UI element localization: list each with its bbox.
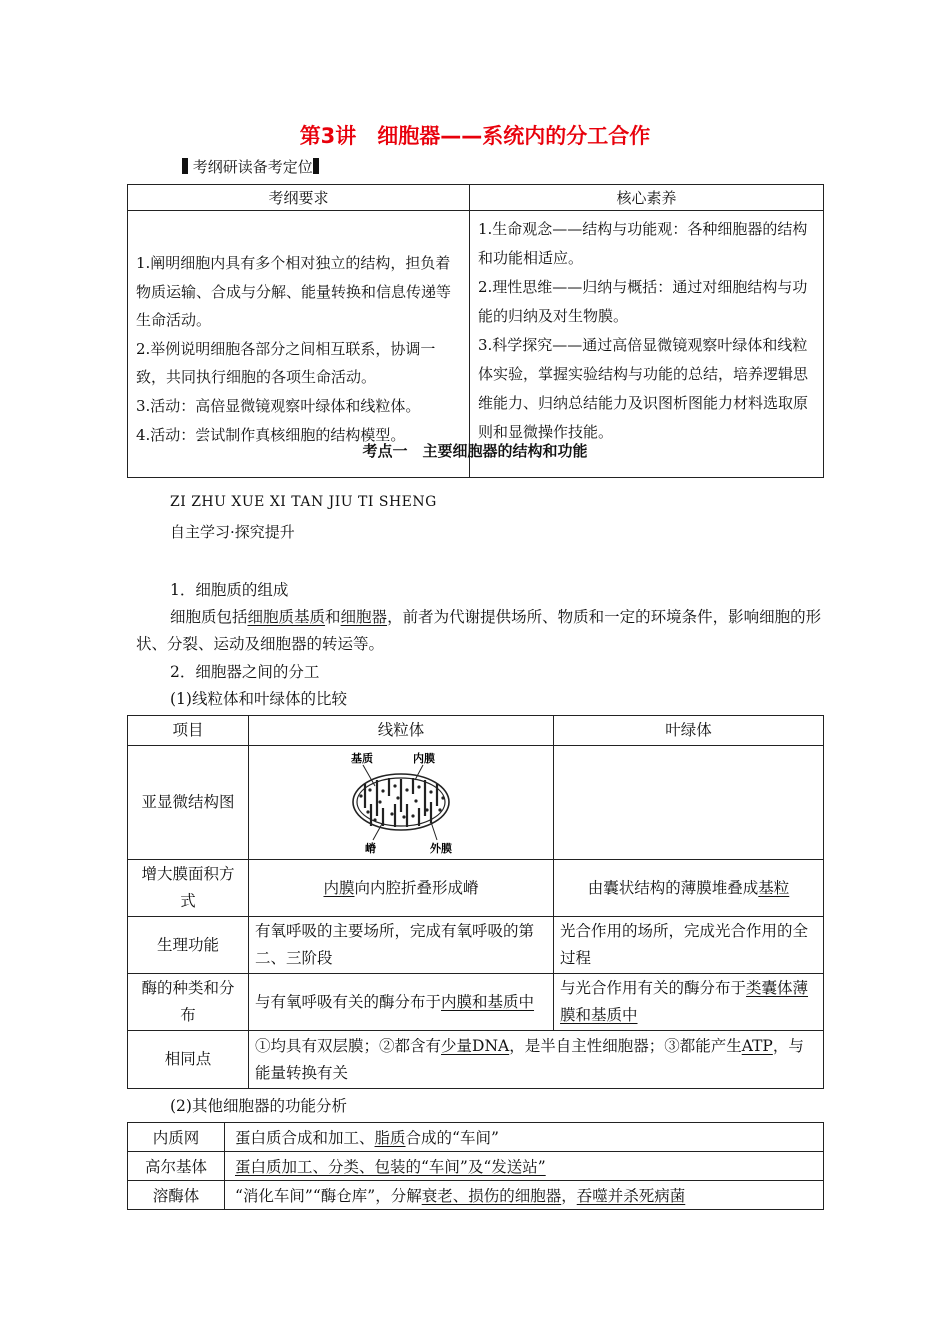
blank-answer: 吞噬并杀死病菌 (576, 1187, 686, 1205)
block-marker-icon (182, 158, 188, 174)
page-title: 第3讲 细胞器——系统内的分工合作 (299, 124, 651, 148)
mito-enzymes (249, 974, 554, 1031)
row-label-common: 相同点 (128, 1031, 249, 1089)
chloro-enzymes (554, 974, 824, 1031)
text: 细胞质包括 (170, 608, 248, 626)
chloro-membrane-area (554, 860, 824, 917)
mito-function: 有氧呼吸的主要场所，完成有氧呼吸的第二、三阶段 (249, 917, 554, 974)
mitochondria-diagram-cell (249, 746, 554, 860)
blank-answer: 细胞器 (340, 608, 388, 626)
sec1-paragraph (136, 604, 826, 658)
other-organelles-table (127, 1122, 824, 1210)
text: ①均具有双层膜；②都含有 (255, 1036, 442, 1055)
blank-answer: ATP (741, 1036, 773, 1055)
block-marker-icon (313, 158, 319, 174)
mito-membrane-area (249, 860, 554, 917)
blank-answer: 内膜和基质中 (441, 992, 535, 1011)
blank-answer: 蛋白质加工、分类、包装的“车间”及“发送站” (235, 1158, 546, 1176)
literacy-item: 3.科学探究——通过高倍显微镜观察叶绿体和线粒体实验，掌握实验结构与功能的总结，培养逻辑思维能力、归纳总结能力及识图析图能力材料选取原则和显微操作技能。 (478, 336, 809, 441)
exam-section-label (182, 156, 319, 177)
text: 和 (325, 608, 341, 626)
blank-answer: 衰老、损伤的细胞器 (421, 1187, 562, 1205)
row-label-enzymes: 酶的种类和分布 (128, 974, 249, 1031)
literacy-header: 核心素养 (470, 185, 824, 211)
label-inner-membrane: 内膜 (413, 752, 435, 765)
text: “消化车间”“酶仓库”，分解 (235, 1187, 422, 1205)
exam-requirements-table (127, 184, 824, 478)
requirement-item: 3.活动：高倍显微镜观察叶绿体和线粒体。 (136, 396, 421, 415)
sub2-title: (2)其他细胞器的功能分析 (170, 1097, 347, 1115)
er-function (225, 1123, 824, 1152)
requirement-item: 1.阐明细胞内具有多个相对独立的结构，担负着物质运输、合成与分解、能量转换和信息传递等生命活动。 (136, 254, 452, 330)
blank-answer: 脂质 (374, 1129, 406, 1147)
text: ，是半自主性细胞器；③都能产生 (509, 1036, 742, 1055)
header-item: 项目 (128, 716, 249, 746)
blank-answer: 少量DNA (441, 1036, 510, 1055)
literacy-item: 1.生命观念——结构与功能观：各种细胞器的结构和功能相适应。 (478, 220, 808, 267)
requirements-cell (128, 211, 470, 478)
requirement-item: 2.举例说明细胞各部分之间相互联系，协调一致，共同执行细胞的各项生命活动。 (136, 339, 436, 387)
text: ， (561, 1187, 577, 1205)
requirement-item: 4.活动：尝试制作真核细胞的结构模型。 (136, 425, 406, 444)
golgi-label: 高尔基体 (128, 1152, 225, 1181)
text: 与光合作用有关的酶分布于 (560, 979, 747, 997)
sub1-title: (1)线粒体和叶绿体的比较 (170, 690, 347, 708)
golgi-function (225, 1152, 824, 1181)
kaodian-heading: 考点一 主要细胞器的结构和功能 (362, 442, 588, 460)
sec2-title: 2．细胞器之间的分工 (170, 663, 320, 681)
text: 合成的“车间” (405, 1129, 499, 1147)
blank-answer: 细胞质基质 (247, 608, 326, 626)
section-tagline: 自主学习·探究提升 (170, 523, 295, 541)
header-mitochondria: 线粒体 (249, 716, 554, 746)
text: 由囊状结构的薄膜堆叠成 (587, 878, 759, 897)
row-label-membrane-area: 增大膜面积方式 (128, 860, 249, 917)
lysosome-label: 溶酶体 (128, 1181, 225, 1210)
literacy-item: 2.理性思维——归纳与概括：通过对细胞结构与功能的归纳及对生物膜。 (478, 278, 808, 325)
exam-section-label-text: 考纲研读备考定位 (192, 158, 313, 176)
blank-answer: 内膜 (323, 878, 355, 897)
row-label-function: 生理功能 (128, 917, 249, 974)
mitochondrion-diagram (255, 746, 547, 858)
label-crista: 嵴 (365, 842, 376, 855)
common-points (249, 1031, 824, 1089)
text: 蛋白质合成和加工、 (235, 1129, 375, 1147)
header-chloroplast: 叶绿体 (554, 716, 824, 746)
requirements-header: 考纲要求 (128, 185, 470, 211)
text: 向内腔折叠形成嵴 (354, 878, 479, 897)
pinyin-caption: ZI ZHU XUE XI TAN JIU TI SHENG (170, 494, 437, 510)
row-label-structure: 亚显微结构图 (128, 746, 249, 860)
label-matrix: 基质 (351, 752, 373, 765)
er-label: 内质网 (128, 1123, 225, 1152)
lysosome-function (225, 1181, 824, 1210)
text: ，与能量转换有关 (255, 1036, 804, 1082)
text: 与有氧呼吸有关的酶分布于 (255, 992, 442, 1011)
blank-answer: 基粒 (758, 878, 790, 897)
sec1-title: 1．细胞质的组成 (170, 581, 289, 599)
label-outer-membrane: 外膜 (430, 842, 452, 855)
literacy-cell (470, 211, 824, 478)
blank-answer: 类囊体薄膜和基质中 (560, 979, 809, 1024)
chloro-function: 光合作用的场所，完成光合作用的全过程 (554, 917, 824, 974)
chloroplast-diagram-cell (554, 746, 824, 860)
mito-chloro-comparison-table (127, 715, 824, 1089)
text: ，前者为代谢提供场所、物质和一定的环境条件，影响细胞的形状、分裂、运动及细胞器的转运等。 (136, 608, 822, 653)
